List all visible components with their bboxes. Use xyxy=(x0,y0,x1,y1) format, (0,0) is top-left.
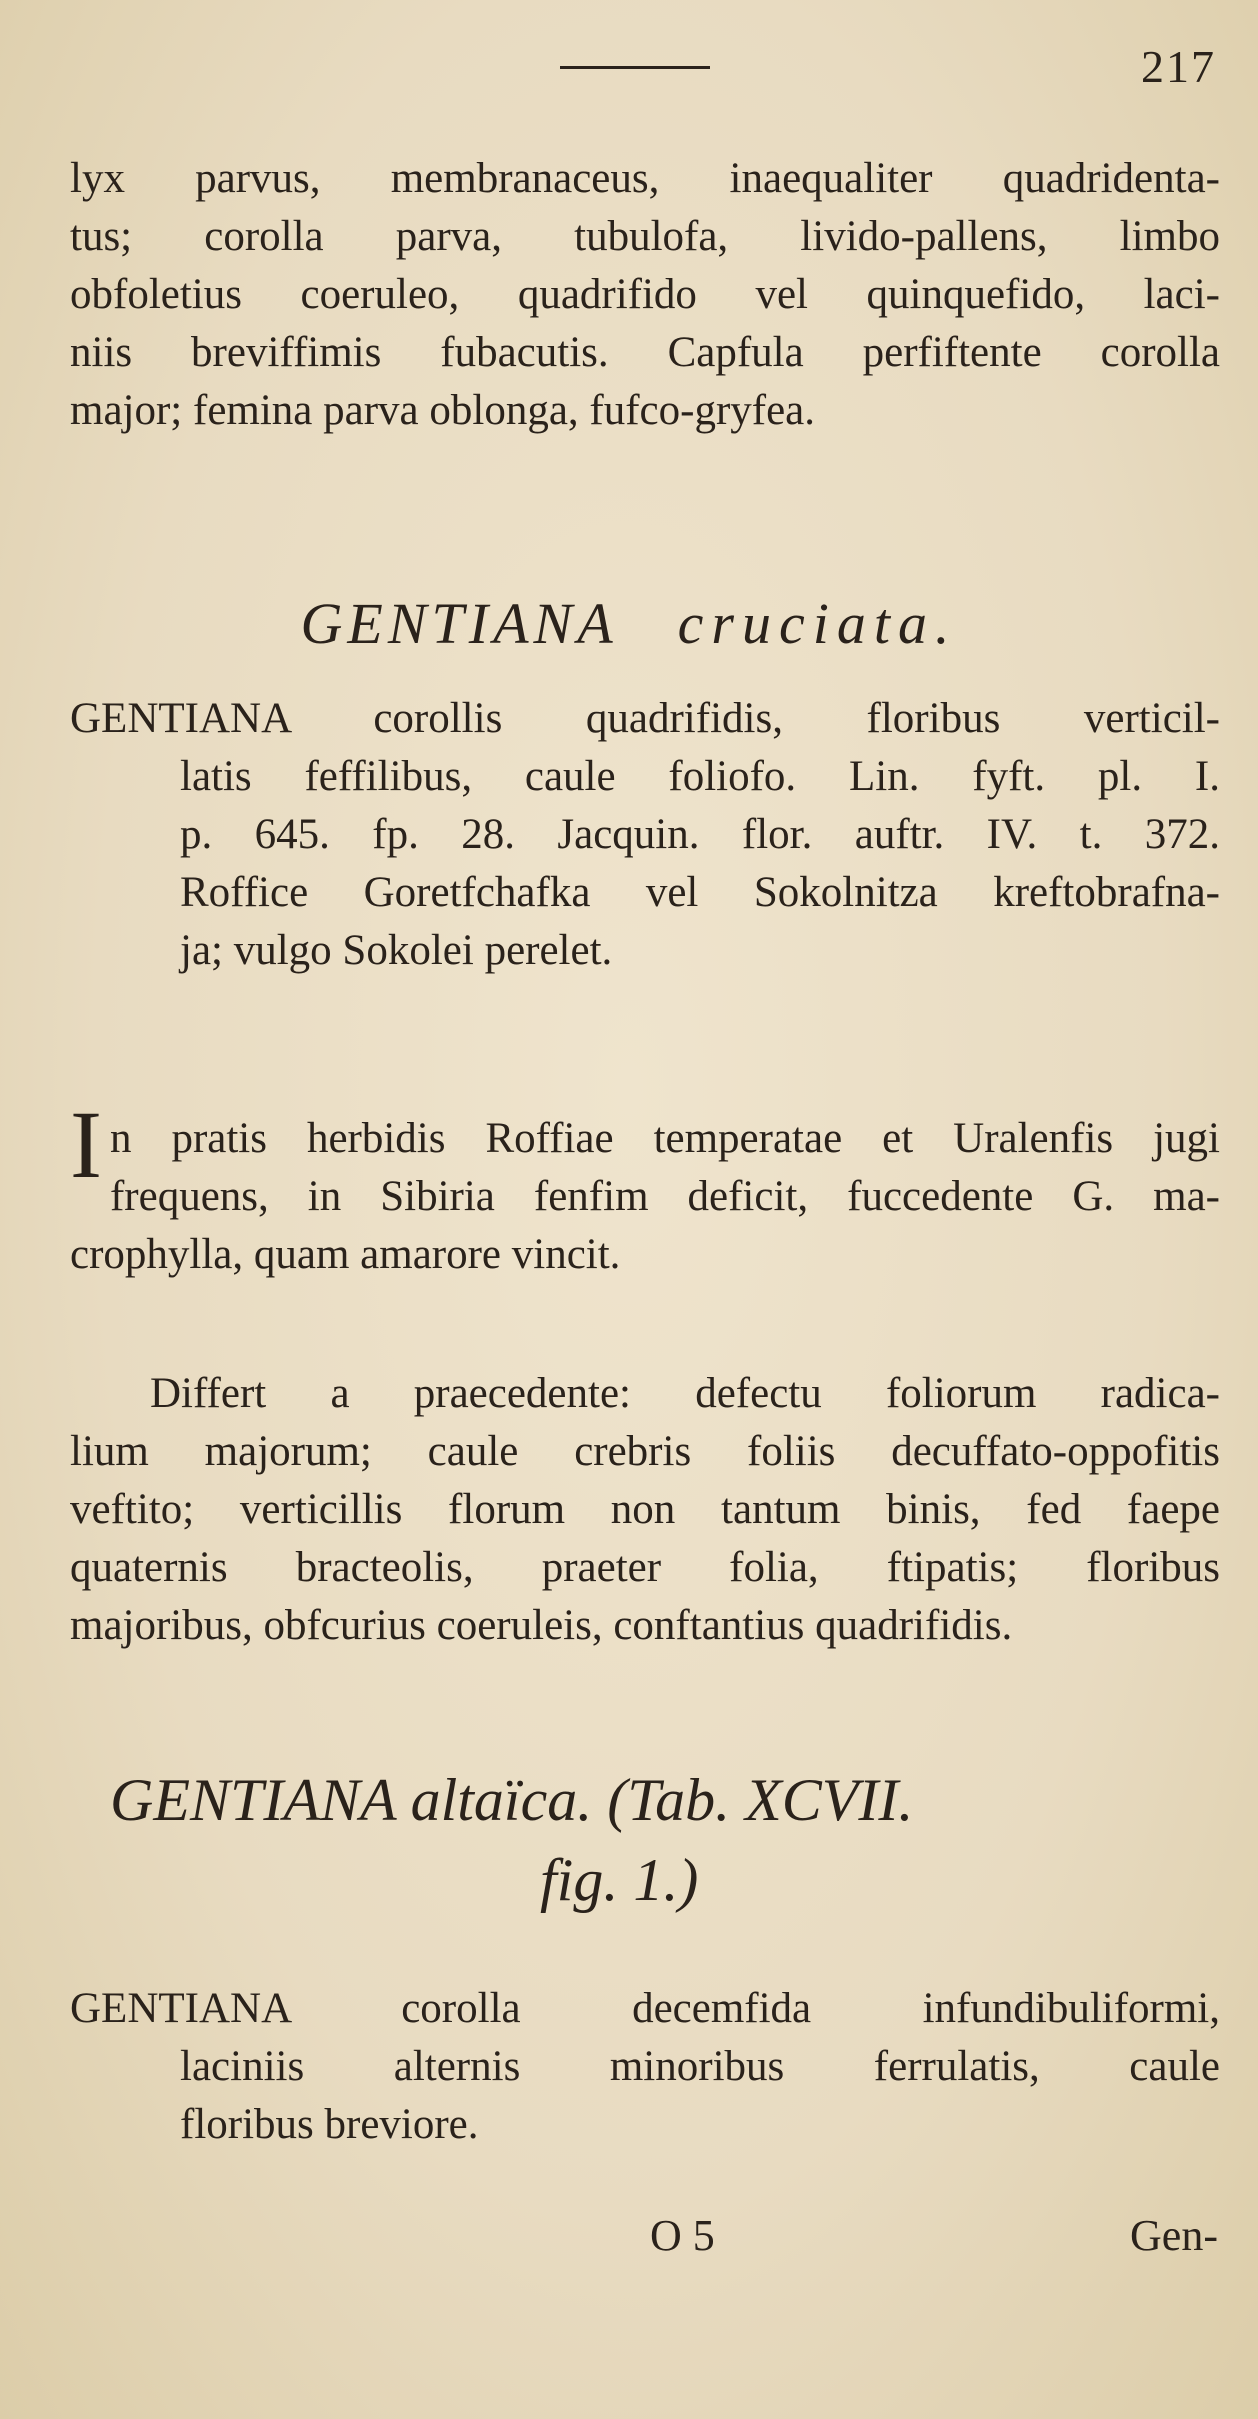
text-line: GENTIANA corollis quadrifidis, floribus verticil- xyxy=(70,695,1220,742)
species-heading-cruciata xyxy=(0,590,1258,657)
header-rule xyxy=(560,66,710,69)
diagnosis-cruciata xyxy=(70,690,1220,980)
text-line: lyx parvus, membranaceus, inaequaliter quadridenta- xyxy=(70,155,1220,202)
text-line: p. 645. fp. 28. Jacquin. flor. auftr. IV. t. 372. xyxy=(180,811,1220,858)
text-line: Roffice Goretfchafka vel Sokolnitza kreftobrafna- xyxy=(180,869,1220,916)
species-heading-altaica xyxy=(110,1760,1210,1920)
text-line: ja; vulgo Sokolei perelet. xyxy=(180,927,613,974)
text-line: latis feffilibus, caule foliofo. Lin. fyft. pl. I. xyxy=(180,753,1220,800)
text-line: niis breviffimis fubacutis. Capfula perfiftente corolla xyxy=(70,329,1220,376)
text-line: obfoletius coeruleo, quadrifido vel quinquefido, laci- xyxy=(70,271,1220,318)
text-line: veftito; verticillis florum non tantum binis, fed faepe xyxy=(70,1486,1220,1533)
text-line: Differt a praecedente: defectu foliorum radica- xyxy=(150,1370,1220,1417)
drop-cap: I xyxy=(70,1091,102,1198)
species-epithet: cruciata. xyxy=(677,591,958,656)
text-line: tus; corolla parva, tubulofa, livido-pallens, limbo xyxy=(70,213,1220,260)
habitat-paragraph xyxy=(70,1091,1220,1284)
text-line: floribus breviore. xyxy=(180,2101,479,2148)
species-title-line: fig. 1.) xyxy=(540,1847,699,1913)
species-title-line: GENTIANA altaïca. (Tab. XCVII. xyxy=(110,1767,914,1833)
text-line: major; femina parva oblonga, fufco-gryfea. xyxy=(70,387,816,434)
genus-name: GENTIANA xyxy=(300,591,618,656)
differs-paragraph xyxy=(70,1365,1220,1655)
page-header xyxy=(0,40,1258,100)
text-line: majoribus, obfcurius coeruleis, conftantius quadrifidis. xyxy=(70,1602,1013,1649)
page-footer xyxy=(0,2210,1258,2270)
text-line: quaternis bracteolis, praeter folia, ftipatis; floribus xyxy=(70,1544,1220,1591)
description-paragraph xyxy=(70,150,1220,440)
text-line: frequens, in Sibiria fenfim deficit, fuccedente G. ma- xyxy=(109,1173,1220,1220)
text-line: GENTIANA corolla decemfida infundibuliformi, xyxy=(70,1985,1220,2032)
diagnosis-altaica xyxy=(70,1980,1220,2154)
catchword: Gen- xyxy=(1130,2211,1218,2260)
text-line: crophylla, quam amarore vincit. xyxy=(70,1231,621,1278)
page-number: 217 xyxy=(1141,41,1216,92)
text-line: n pratis herbidis Roffiae temperatae et Uralenfis jugi xyxy=(109,1115,1220,1162)
text-line: lium majorum; caule crebris foliis decuffato-oppofitis xyxy=(70,1428,1220,1475)
text-line: laciniis alternis minoribus ferrulatis, caule xyxy=(180,2043,1220,2090)
signature-mark: O 5 xyxy=(650,2211,715,2260)
